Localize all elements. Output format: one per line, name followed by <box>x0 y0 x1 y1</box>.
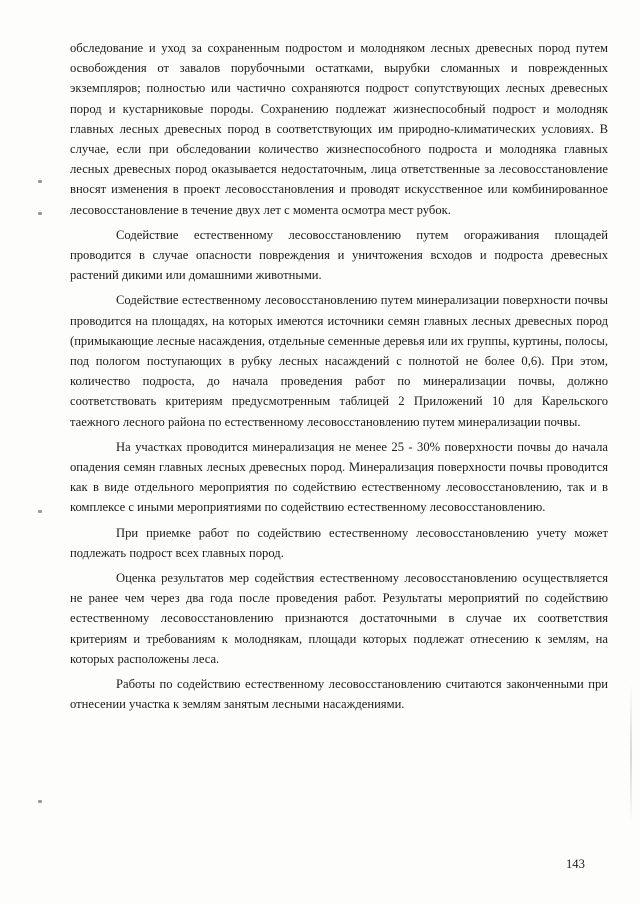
margin-mark <box>38 510 42 513</box>
margin-mark <box>38 180 42 183</box>
paragraph-continuation: обследование и уход за сохраненным подростом и молодняком лесных древесных пород путем освобождения от завалов порубочными остатками, вырубки сломанных и поврежденных экземпляров; полностью или частично сохраняются подрост сопутствующих лесных древесных пород и кустарниковые породы. Сохранению подлежат жизнеспособный подрост и молодняк главных лесных древесных пород в соответствующих им природно-климатических условиях. В случае, если при обследовании количество жизнеспособного подроста и молодняка главных лесных древесных пород оказывается недостаточным, лица ответственные за лесовосстановление вносят изменения в проект лесовосстановления и проводят искусственное или комбинированное лесовосстановление в течение двух лет с момента осмотра мест рубок. <box>70 41 608 217</box>
document-body <box>70 38 608 720</box>
page-number: 143 <box>566 857 585 871</box>
paragraph-mineralization: Содействие естественному лесовосстановлению путем минерализации поверхности почвы проводится на площадях, на которых имеются источники семян главных лесных древесных пород (примыкающие лесные насаждения, отдельные семенные деревья или их группы, куртины, полосы, под пологом поступающих в рубку лесных насаждений с полнотой не более 0,6). При этом, количество подроста, до начала проведения работ по минерализации почвы, должно соответствовать критериям предусмотренным таблицей 2 Приложений 10 для Карельского таежного лесного района по естественному лесовосстановлению путем минерализации почвы. <box>70 293 608 429</box>
paragraph-completion: Работы по содействию естественному лесовосстановлению считаются законченными при отнесении участка к землям занятым лесными насаждениями. <box>70 677 608 712</box>
scan-edge-shadow <box>630 680 632 830</box>
paragraph-mineralization-area: На участках проводится минерализация не менее 25 - 30% поверхности почвы до начала опадения семян главных лесных древесных пород. Минерализация поверхности почвы проводится как в виде отдельного мероприятия по содействию естественному лесовосстановлению, так и в комплексе с иными мероприятиями по содействию естественному лесовосстановлению. <box>70 439 608 515</box>
margin-mark <box>38 212 42 215</box>
paragraph-evaluation: Оценка результатов мер содействия естественному лесовосстановлению осуществляется не ранее чем через два года после проведения работ. Результаты мероприятий по содействию естественному лесовосстановлению признаются достаточными в случае их соответствия критериям и требованиям к молоднякам, площади которых подлежат отнесению к землям, на которых расположены леса. <box>70 571 608 666</box>
paragraph-acceptance: При приемке работ по содействию естественному лесовосстановлению учету может подлежать подрост всех главных пород. <box>70 525 608 560</box>
paragraph-fencing: Содействие естественному лесовосстановлению путем огораживания площадей проводится в случае опасности повреждения и уничтожения всходов и подроста древесных растений дикими или домашними животными. <box>70 227 608 283</box>
margin-mark <box>38 800 42 803</box>
